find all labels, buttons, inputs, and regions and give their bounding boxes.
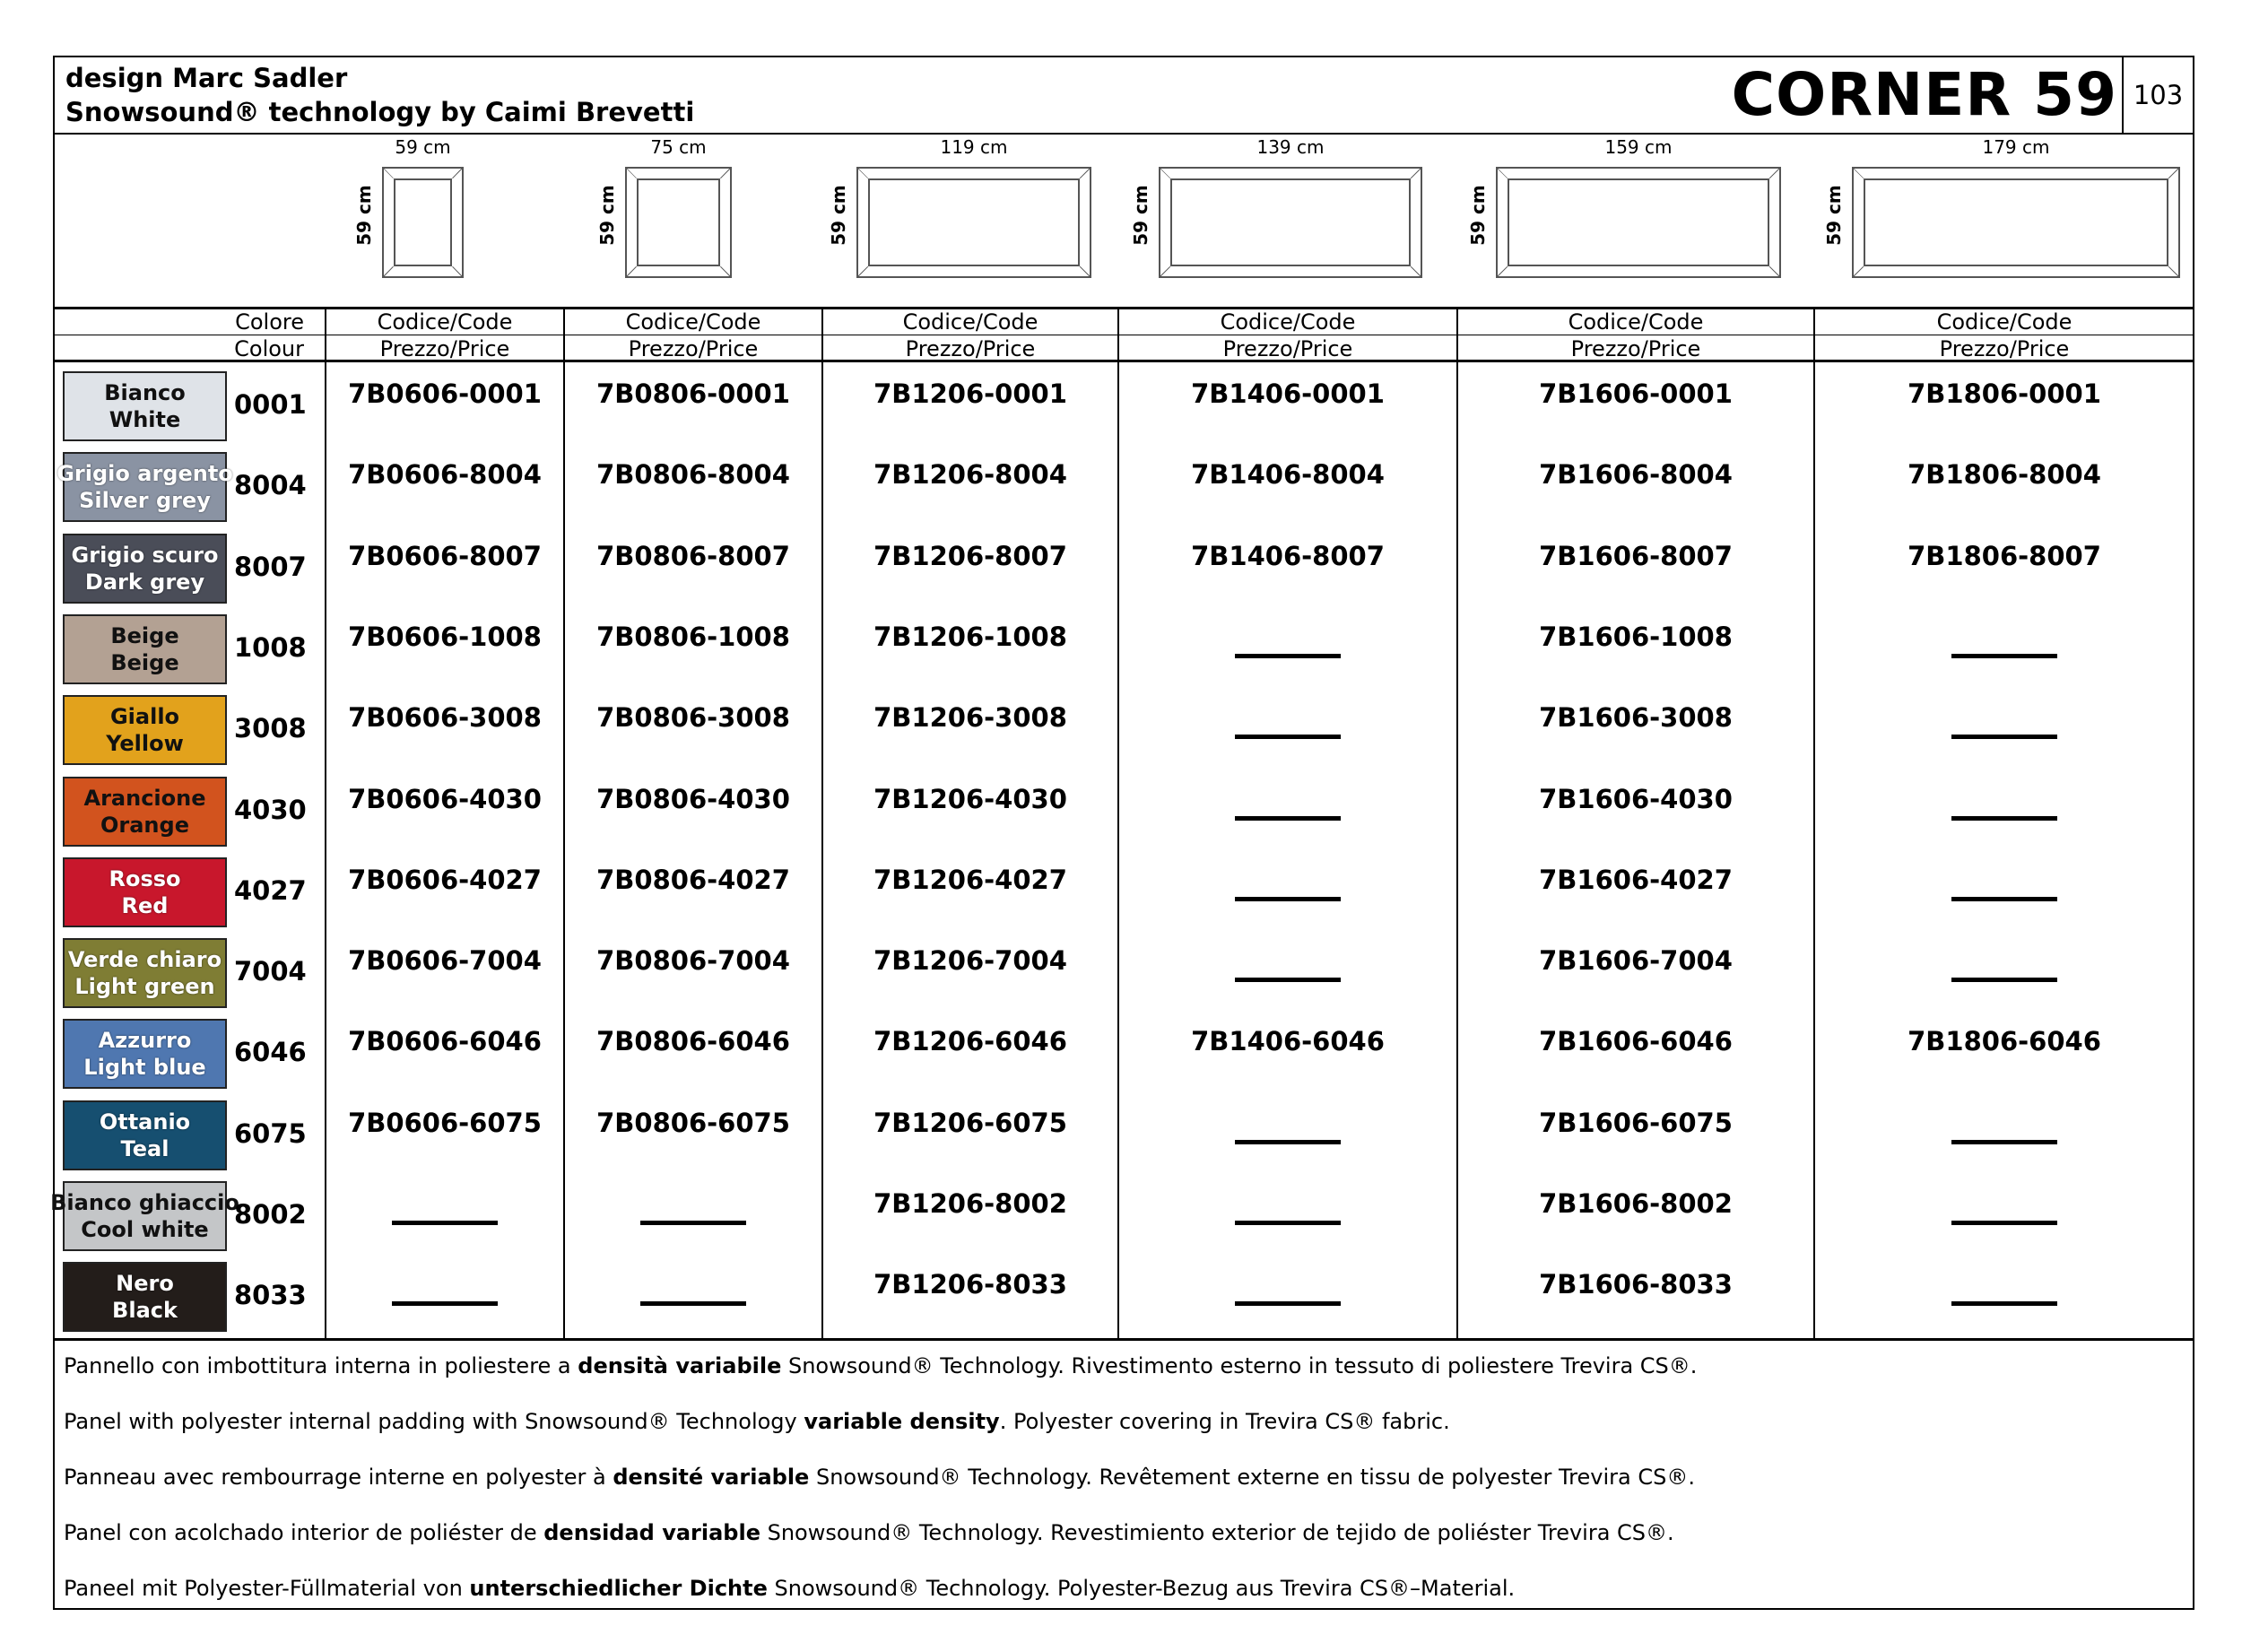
- product-code: 7B1606-8033: [1539, 1269, 1733, 1300]
- product-code-cell: [822, 1095, 1118, 1176]
- product-code-cell: [1457, 933, 1814, 1013]
- panel-height-label: 59 cm: [352, 185, 375, 246]
- product-code-cell: [564, 1095, 822, 1176]
- not-available-dash: [1235, 1140, 1341, 1144]
- product-code-cell: [564, 1256, 822, 1337]
- table-row: [50, 1176, 2193, 1256]
- product-code: 7B1206-8007: [873, 540, 1067, 571]
- color-name-en: Orange: [100, 812, 189, 838]
- code-column-header: Codice/Code: [902, 309, 1038, 335]
- color-code: 8033: [234, 1280, 307, 1311]
- color-name-it: Rosso: [109, 865, 181, 891]
- product-code-cell: [822, 609, 1118, 690]
- table-row: [55, 690, 2193, 770]
- product-code-cell: [1457, 1256, 1814, 1337]
- color-name-it: Ottanio: [99, 1109, 191, 1135]
- product-code-cell: [822, 690, 1118, 770]
- product-code-cell: [326, 528, 564, 609]
- product-code: 7B0606-4030: [348, 783, 542, 814]
- product-code-cell: [1814, 690, 2194, 770]
- table-row: [55, 852, 2193, 933]
- product-code: 7B0606-7004: [348, 945, 542, 977]
- product-code-cell: [1118, 447, 1457, 527]
- product-code-cell: [1457, 1095, 1814, 1176]
- color-swatch: [63, 1019, 227, 1089]
- color-swatch: [56, 452, 233, 522]
- product-code: 7B0606-4027: [348, 864, 542, 895]
- size-diagram-2: [589, 133, 732, 285]
- not-available-dash: [640, 1221, 746, 1225]
- color-code: 4027: [234, 874, 307, 906]
- product-code-cell: [1814, 1176, 2194, 1256]
- size-diagram-4: [1123, 133, 1422, 285]
- table-row: [55, 1013, 2193, 1094]
- product-code: 7B1206-3008: [873, 702, 1067, 734]
- panel-outline: [625, 167, 732, 278]
- product-code: 7B1206-1008: [873, 621, 1067, 652]
- product-code-cell: [326, 609, 564, 690]
- price-column-header: Prezzo/Price: [1570, 336, 1701, 361]
- product-code: 7B0806-1008: [596, 621, 790, 652]
- product-code-cell: [822, 447, 1118, 527]
- product-code: 7B1806-8007: [1907, 540, 2101, 571]
- not-available-dash: [1235, 735, 1341, 739]
- color-name-en: Dark grey: [84, 569, 205, 595]
- color-swatch: [63, 534, 227, 604]
- color-name-it: Verde chiaro: [67, 947, 222, 973]
- product-code-cell: [1457, 366, 1814, 447]
- not-available-dash: [1951, 816, 2057, 821]
- product-code: 7B1806-8004: [1907, 459, 2101, 491]
- color-code: 7004: [234, 956, 307, 987]
- product-code: 7B1206-8004: [873, 459, 1067, 491]
- size-diagram-5: [1460, 133, 1781, 285]
- price-column-header: Prezzo/Price: [379, 336, 510, 361]
- product-code: 7B1206-8002: [873, 1188, 1067, 1219]
- color-name-it: Giallo: [109, 704, 180, 730]
- panel-width-label: 179 cm: [1982, 136, 2050, 158]
- description-line: Panneau avec rembourrage interne en polyester à densité variable Snowsound® Technology. Revêtement externe en tissu de polyester Trevira CS®.: [64, 1465, 1695, 1490]
- color-name-it: Beige: [110, 622, 179, 648]
- product-code: 7B1606-4030: [1539, 783, 1733, 814]
- product-code-cell: [326, 852, 564, 933]
- product-code: 7B1606-0001: [1539, 378, 1733, 409]
- color-code: 0001: [234, 389, 307, 420]
- not-available-dash: [640, 1301, 746, 1306]
- table-row: [55, 1256, 2193, 1337]
- color-name-en: White: [109, 407, 181, 432]
- not-available-dash: [1235, 897, 1341, 901]
- product-code: 7B1606-8007: [1539, 540, 1733, 571]
- color-name-en: Black: [112, 1298, 178, 1324]
- color-code: 6046: [234, 1037, 307, 1068]
- color-swatch: [63, 938, 227, 1008]
- description-line: Paneel mit Polyester-Füllmaterial von unterschiedlicher Dichte Snowsound® Technology. Polyester-Bezug aus Trevira CS®–Material.: [64, 1576, 1516, 1601]
- color-name-it: Arancione: [83, 785, 206, 811]
- product-code-cell: [1814, 1013, 2194, 1094]
- product-code-cell: [564, 1176, 822, 1256]
- product-code-cell: [1814, 1095, 2194, 1176]
- product-code-cell: [564, 609, 822, 690]
- not-available-dash: [1235, 978, 1341, 982]
- not-available-dash: [1951, 897, 2057, 901]
- product-code: 7B1406-0001: [1191, 378, 1385, 409]
- product-code-cell: [326, 366, 564, 447]
- table-header: [55, 307, 2193, 362]
- panel-height-label: 59 cm: [1129, 185, 1151, 246]
- product-code-cell: [822, 771, 1118, 852]
- product-code: 7B0606-3008: [348, 702, 542, 734]
- designer-credit: [65, 61, 694, 129]
- not-available-dash: [1951, 735, 2057, 739]
- size-diagram-6: [1816, 133, 2180, 285]
- color-name-en: Silver grey: [79, 488, 211, 514]
- panel-height-label: 59 cm: [1466, 185, 1489, 246]
- product-code-cell: [1814, 933, 2194, 1013]
- product-code-cell: [1118, 771, 1457, 852]
- product-code-cell: [1118, 366, 1457, 447]
- catalog-frame: [50, 56, 2194, 1610]
- size-diagram-1: [346, 133, 464, 285]
- description-line: Panel con acolchado interior de poliéster de densidad variable Snowsound® Technology. Revestimiento exterior de tejido de poliéster Trevira CS®.: [64, 1520, 1674, 1545]
- product-code-cell: [822, 1176, 1118, 1256]
- page-number: 103: [2122, 57, 2193, 133]
- product-code-cell: [1457, 447, 1814, 527]
- panel-width-label: 159 cm: [1604, 136, 1673, 158]
- product-code: 7B0806-0001: [596, 378, 790, 409]
- not-available-dash: [1235, 1301, 1341, 1306]
- product-code-cell: [1814, 771, 2194, 852]
- product-code-cell: [326, 771, 564, 852]
- code-column-header: Codice/Code: [1220, 309, 1356, 335]
- product-code-cell: [1118, 690, 1457, 770]
- color-code: 1008: [234, 631, 307, 663]
- product-code-cell: [1118, 528, 1457, 609]
- not-available-dash: [1951, 654, 2057, 658]
- color-code: 8004: [234, 470, 307, 501]
- product-code: 7B0806-6075: [596, 1107, 790, 1138]
- product-code: 7B1206-0001: [873, 378, 1067, 409]
- product-code-cell: [326, 447, 564, 527]
- table-row: [55, 1095, 2193, 1176]
- panel-height-label: 59 cm: [595, 185, 618, 246]
- color-swatch: [63, 1262, 227, 1332]
- product-code-cell: [1457, 528, 1814, 609]
- product-code-cell: [564, 1013, 822, 1094]
- product-code-cell: [822, 528, 1118, 609]
- code-column-header: Codice/Code: [377, 309, 513, 335]
- price-column-header: Prezzo/Price: [628, 336, 759, 361]
- product-code: 7B1606-4027: [1539, 864, 1733, 895]
- product-code: 7B0806-4027: [596, 864, 790, 895]
- product-code-cell: [1457, 609, 1814, 690]
- description-footer: [55, 1338, 2193, 1612]
- panel-outline: [1496, 167, 1781, 278]
- table-row: [55, 771, 2193, 852]
- panel-height-label: 59 cm: [1822, 185, 1845, 246]
- not-available-dash: [1235, 654, 1341, 658]
- table-row: [55, 933, 2193, 1013]
- not-available-dash: [1951, 1221, 2057, 1225]
- product-code-cell: [1814, 1256, 2194, 1337]
- not-available-dash: [1235, 1221, 1341, 1225]
- page-header: [55, 57, 2193, 135]
- product-code-cell: [1118, 1256, 1457, 1337]
- product-code-cell: [564, 933, 822, 1013]
- color-swatch: [63, 857, 227, 927]
- color-code: 3008: [234, 713, 307, 744]
- color-name-it: Nero: [116, 1271, 174, 1297]
- product-title: CORNER 59: [1731, 60, 2117, 129]
- color-name-en: Beige: [110, 649, 179, 675]
- panel-width-label: 139 cm: [1256, 136, 1325, 158]
- designer-line: design Marc Sadler: [65, 63, 348, 93]
- product-code: 7B0806-6046: [596, 1026, 790, 1057]
- description-line: Pannello con imbottitura interna in poliestere a densità variabile Snowsound® Technology. Rivestimento esterno in tessuto di poliestere Trevira CS®.: [64, 1353, 1698, 1378]
- product-code-cell: [822, 1256, 1118, 1337]
- size-diagram-3: [821, 133, 1091, 285]
- product-code-cell: [1118, 609, 1457, 690]
- product-code: 7B1606-8004: [1539, 459, 1733, 491]
- color-name-en: Light blue: [83, 1055, 206, 1081]
- color-name-en: Cool white: [81, 1217, 209, 1242]
- product-code: 7B0606-1008: [348, 621, 542, 652]
- not-available-dash: [1951, 1301, 2057, 1306]
- color-swatch: [63, 371, 227, 441]
- color-swatch: [63, 614, 227, 684]
- product-code-cell: [822, 852, 1118, 933]
- description-line: Panel with polyester internal padding with Snowsound® Technology variable density. Polyester covering in Trevira CS® fabric.: [64, 1409, 1450, 1434]
- table-row: [55, 366, 2193, 447]
- product-code-cell: [564, 528, 822, 609]
- product-code-cell: [1457, 852, 1814, 933]
- product-code: 7B0606-8004: [348, 459, 542, 491]
- product-code-cell: [326, 1256, 564, 1337]
- product-code: 7B1606-1008: [1539, 621, 1733, 652]
- product-code-cell: [564, 366, 822, 447]
- product-code-cell: [1814, 609, 2194, 690]
- product-code: 7B1806-0001: [1907, 378, 2101, 409]
- color-swatch: [50, 1181, 239, 1251]
- color-name-it: Grigio scuro: [71, 542, 219, 568]
- table-row: [55, 528, 2193, 609]
- color-code: 8007: [234, 551, 307, 582]
- product-code-cell: [326, 1095, 564, 1176]
- color-name-it: Bianco ghiaccio: [50, 1190, 239, 1215]
- table-row: [55, 609, 2193, 690]
- product-code: 7B0806-7004: [596, 945, 790, 977]
- panel-height-label: 59 cm: [827, 185, 849, 246]
- product-code-cell: [822, 366, 1118, 447]
- panel-outline: [1852, 167, 2180, 278]
- product-code-cell: [326, 690, 564, 770]
- color-name-it: Bianco: [104, 380, 186, 405]
- product-code-cell: [564, 771, 822, 852]
- product-code: 7B0606-6046: [348, 1026, 542, 1057]
- product-code-cell: [1814, 447, 2194, 527]
- technology-line: Snowsound® technology by Caimi Brevetti: [65, 97, 695, 127]
- panel-width-label: 119 cm: [940, 136, 1008, 158]
- product-code-cell: [822, 933, 1118, 1013]
- color-code: 6075: [234, 1117, 307, 1149]
- product-code-cell: [564, 852, 822, 933]
- product-code: 7B1206-7004: [873, 945, 1067, 977]
- color-swatch: [63, 695, 227, 765]
- product-code: 7B1606-7004: [1539, 945, 1733, 977]
- product-code: 7B1606-3008: [1539, 702, 1733, 734]
- code-column-header: Codice/Code: [1568, 309, 1704, 335]
- product-code-cell: [1457, 1013, 1814, 1094]
- price-column-header: Prezzo/Price: [1222, 336, 1353, 361]
- product-code-cell: [1457, 690, 1814, 770]
- product-code-cell: [1814, 528, 2194, 609]
- product-code: 7B1406-6046: [1191, 1026, 1385, 1057]
- color-name-it: Azzurro: [98, 1028, 192, 1054]
- color-name-en: Teal: [120, 1135, 169, 1161]
- product-code: 7B0606-6075: [348, 1107, 542, 1138]
- color-code: 8002: [234, 1199, 307, 1230]
- colore-label: Colore: [235, 309, 304, 335]
- color-swatch: [63, 1100, 227, 1170]
- code-column-header: Codice/Code: [625, 309, 761, 335]
- not-available-dash: [1951, 978, 2057, 982]
- product-code: 7B0806-3008: [596, 702, 790, 734]
- product-code: 7B1406-8004: [1191, 459, 1385, 491]
- product-code: 7B1206-6046: [873, 1026, 1067, 1057]
- not-available-dash: [392, 1221, 498, 1225]
- product-code-cell: [1457, 1176, 1814, 1256]
- product-code-cell: [1118, 933, 1457, 1013]
- product-code: 7B1206-8033: [873, 1269, 1067, 1300]
- product-code: 7B0806-8004: [596, 459, 790, 491]
- product-code: 7B1206-4030: [873, 783, 1067, 814]
- product-code: 7B1206-4027: [873, 864, 1067, 895]
- panel-width-label: 59 cm: [395, 136, 451, 158]
- product-code: 7B0806-4030: [596, 783, 790, 814]
- not-available-dash: [392, 1301, 498, 1306]
- product-code-cell: [1457, 771, 1814, 852]
- product-code: 7B1206-6075: [873, 1107, 1067, 1138]
- color-name-en: Red: [121, 892, 169, 918]
- product-code-cell: [1814, 852, 2194, 933]
- table-row: [55, 447, 2193, 527]
- product-code-cell: [326, 1176, 564, 1256]
- product-code: 7B1806-6046: [1907, 1026, 2101, 1057]
- product-code-cell: [564, 447, 822, 527]
- not-available-dash: [1235, 816, 1341, 821]
- panel-outline: [856, 167, 1091, 278]
- product-code-cell: [1118, 1013, 1457, 1094]
- color-name-en: Yellow: [106, 731, 184, 757]
- product-code-cell: [1118, 1176, 1457, 1256]
- product-code-cell: [564, 690, 822, 770]
- not-available-dash: [1951, 1140, 2057, 1144]
- product-code: 7B1606-6075: [1539, 1107, 1733, 1138]
- color-name-it: Grigio argento: [56, 461, 233, 487]
- colour-label: Colour: [234, 336, 304, 361]
- panel-outline: [1159, 167, 1422, 278]
- product-code-cell: [326, 1013, 564, 1094]
- product-code-cell: [822, 1013, 1118, 1094]
- color-swatch: [63, 777, 227, 847]
- product-code-cell: [1118, 852, 1457, 933]
- price-column-header: Prezzo/Price: [1939, 336, 2070, 361]
- code-column-header: Codice/Code: [1936, 309, 2073, 335]
- panel-width-label: 75 cm: [650, 136, 707, 158]
- product-code: 7B1606-8002: [1539, 1188, 1733, 1219]
- color-name-en: Light green: [74, 974, 215, 1000]
- color-code: 4030: [234, 794, 307, 825]
- product-code: 7B0606-0001: [348, 378, 542, 409]
- product-code: 7B0806-8007: [596, 540, 790, 571]
- product-code-cell: [326, 933, 564, 1013]
- product-code-cell: [1814, 366, 2194, 447]
- panel-outline: [382, 167, 464, 278]
- price-column-header: Prezzo/Price: [905, 336, 1036, 361]
- product-code-cell: [1118, 1095, 1457, 1176]
- product-code: 7B0606-8007: [348, 540, 542, 571]
- product-code: 7B1406-8007: [1191, 540, 1385, 571]
- product-code: 7B1606-6046: [1539, 1026, 1733, 1057]
